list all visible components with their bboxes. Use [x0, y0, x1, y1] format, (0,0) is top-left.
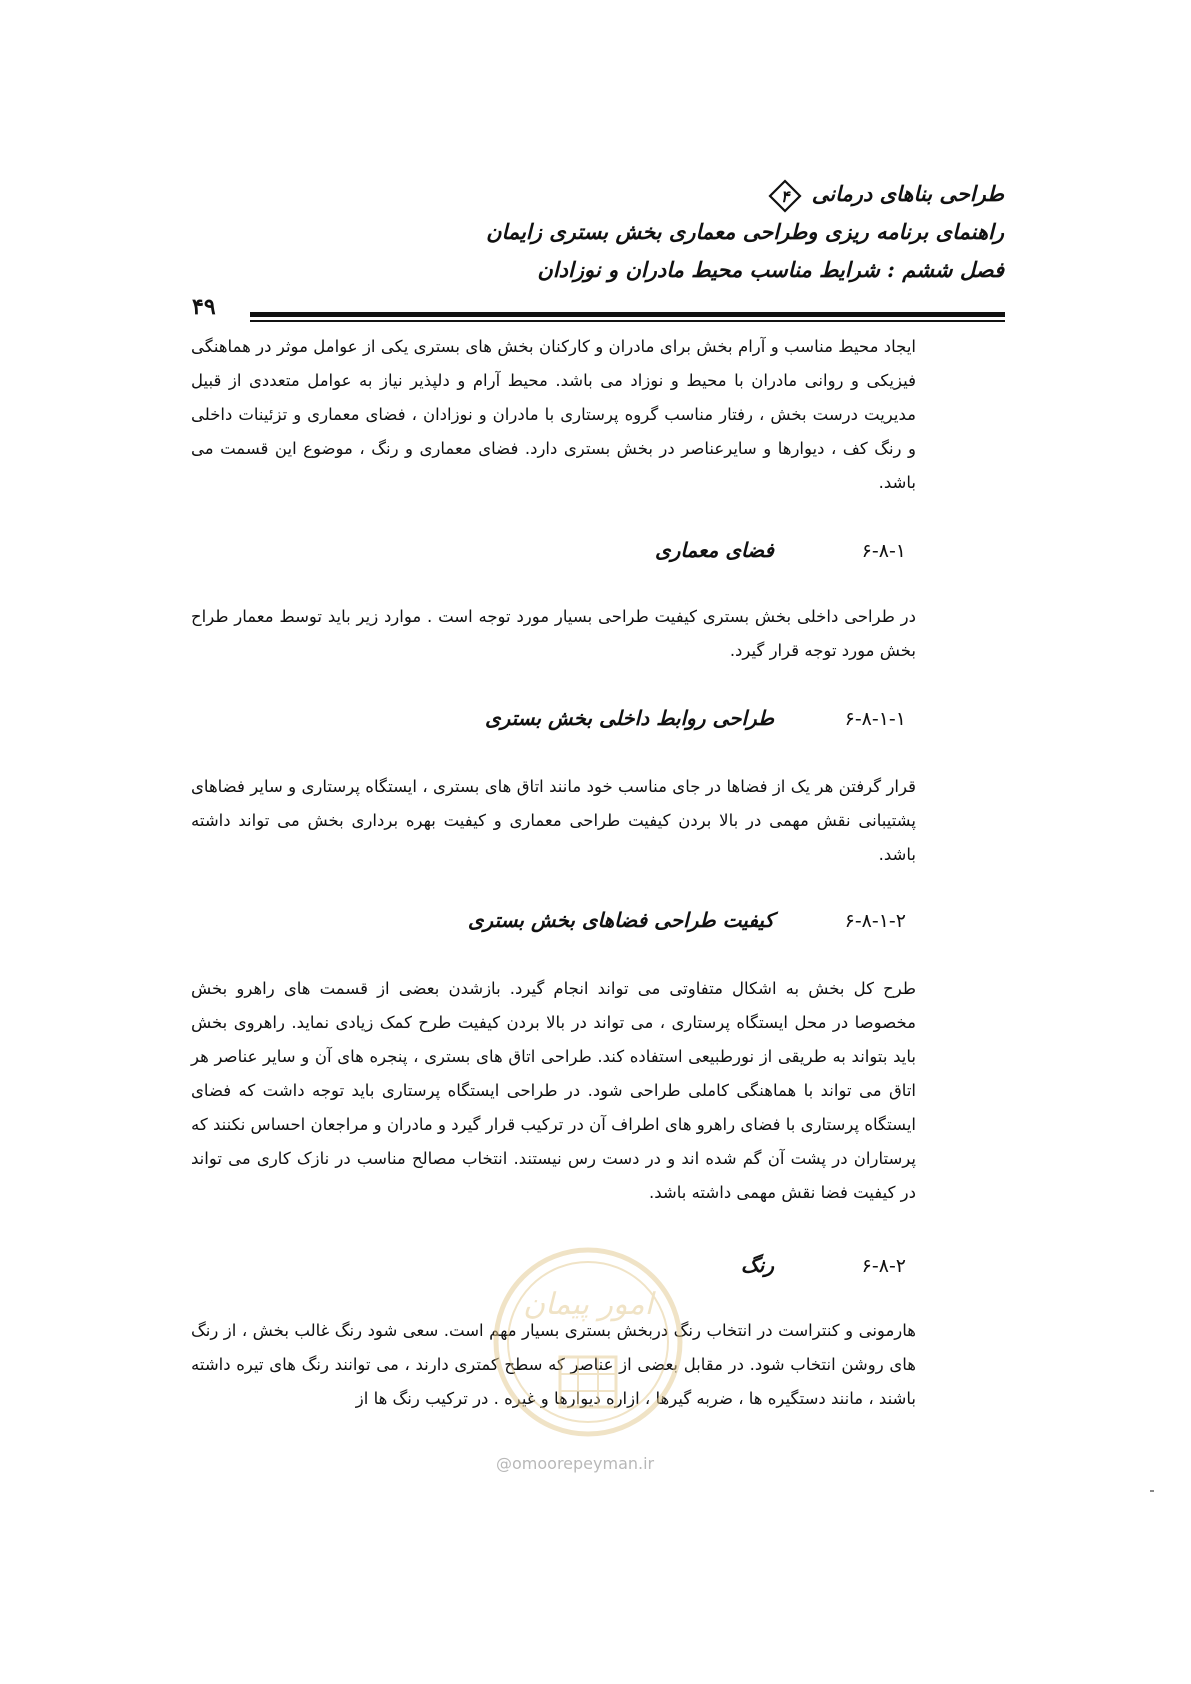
header-rule-thick: [250, 312, 1005, 317]
section-heading: [186, 905, 906, 936]
watermark-url: @omoorepeyman.ir: [496, 1454, 655, 1473]
diamond-icon: [768, 179, 802, 213]
section-paragraph: هارمونی و کنتراست در انتخاب رنگ دربخش بستری بسیار مهم است. سعی شود رنگ غالب بخش ، از رنگ های روشن انتخاب شود. در مقابل بعضی از عناصر که سطح کمتری دارند ، می توانند رنگ های تیره داشته باشند ، مانند دستگیره ها ، ضربه گیرها ، ازاره دیوارها و غیره . در ترکیب رنگ ها از: [191, 1321, 916, 1408]
series-number: ۴: [781, 186, 790, 206]
series-number-badge: [768, 179, 802, 213]
section-title: طراحی روابط داخلی بخش بستری: [484, 706, 774, 730]
series-title: طراحی بناهای درمانی: [811, 181, 1004, 206]
scan-speck: [1150, 1490, 1154, 1492]
chapter-title: فصل ششم : شرایط مناسب محیط مادران و نوزادان: [537, 257, 1004, 282]
intro-paragraph: ایجاد محیط مناسب و آرام بخش برای مادران و کارکنان بخش های بستری یکی از عوامل موثر در هماهنگی فیزیکی و روانی مادران با محیط و نوزاد می باشد. محیط آرام و دلپذیر نیاز به عوامل متعددی از قبیل مدیریت درست بخش ، رفتار مناسب گروه پرستاری با مادران و نوزادان ، فضای معماری و تزئینات داخلی و رنگ کف ، دیوارها و سایرعناصر در بخش بستری دارد. فضای معماری و رنگ ، موضوع این قسمت می باشد.: [191, 337, 916, 492]
header-rule: [250, 312, 1005, 323]
seal-icon: [488, 1242, 688, 1442]
section-heading: [186, 535, 906, 566]
section-number: ۶-۸-۱-۱: [844, 708, 906, 730]
section-title: رنگ: [740, 1253, 774, 1277]
series-title-line: [204, 175, 1004, 213]
book-title: راهنمای برنامه ریزی وطراحی معماری بخش بستری زایمان: [486, 219, 1004, 244]
section-paragraph: طرح کل بخش به اشکال متفاوتی می تواند انجام گیرد. بازشدن بعضی از قسمت های راهرو بخش مخصوصا در محل ایستگاه پرستاری ، می تواند در بالا بردن کیفیت طرح کمک زیادی نماید. راهروی بخش باید بتواند به طریقی از نورطبیعی استفاده کند. طراحی اتاق های بستری ، پنجره های آن و سایر عناصر هر اتاق می تواند با هماهنگی کاملی طراحی شود. در طراحی ایستگاه پرستاری باید توجه داشت که فضای ایستگاه پرستاری با فضای راهرو های اطراف آن در ترکیب قرار گیرد و مادران و مراجعان احساس نکنند که پرستاران در پشت آن گم شده اند و در دست رس نیستند. انتخاب مصالح مناسب در نازک کاری می تواند در کیفیت فضا نقش مهمی داشته باشد.: [191, 979, 916, 1202]
section-paragraph: قرار گرفتن هر یک از فضاها در جای مناسب خود مانند اتاق های بستری ، ایستگاه پرستاری و سایر فضاهای پشتیبانی نقش مهمی در بالا بردن کیفیت طراحی معماری و کیفیت بهره برداری بخش می تواند داشته باشد.: [191, 777, 916, 864]
section-paragraph: در طراحی داخلی بخش بستری کیفیت طراحی بسیار مورد توجه است . موارد زیر باید توسط معمار طراح بخش مورد توجه قرار گیرد.: [191, 607, 916, 660]
watermark-text: امور پیمان: [523, 1287, 653, 1322]
watermark-seal: [488, 1242, 688, 1442]
running-header: [204, 175, 1004, 289]
page-number: ۴۹: [192, 294, 216, 320]
header-rule-thin: [250, 320, 1005, 322]
section-number: ۶-۸-۱-۲: [844, 910, 906, 932]
section-number: ۶-۸-۲: [861, 1255, 906, 1277]
section-title: کیفیت طراحی فضاهای بخش بستری: [467, 908, 774, 932]
section-title: فضای معماری: [655, 538, 774, 562]
section-number: ۶-۸-۱: [861, 540, 906, 562]
section-heading: [186, 703, 906, 734]
